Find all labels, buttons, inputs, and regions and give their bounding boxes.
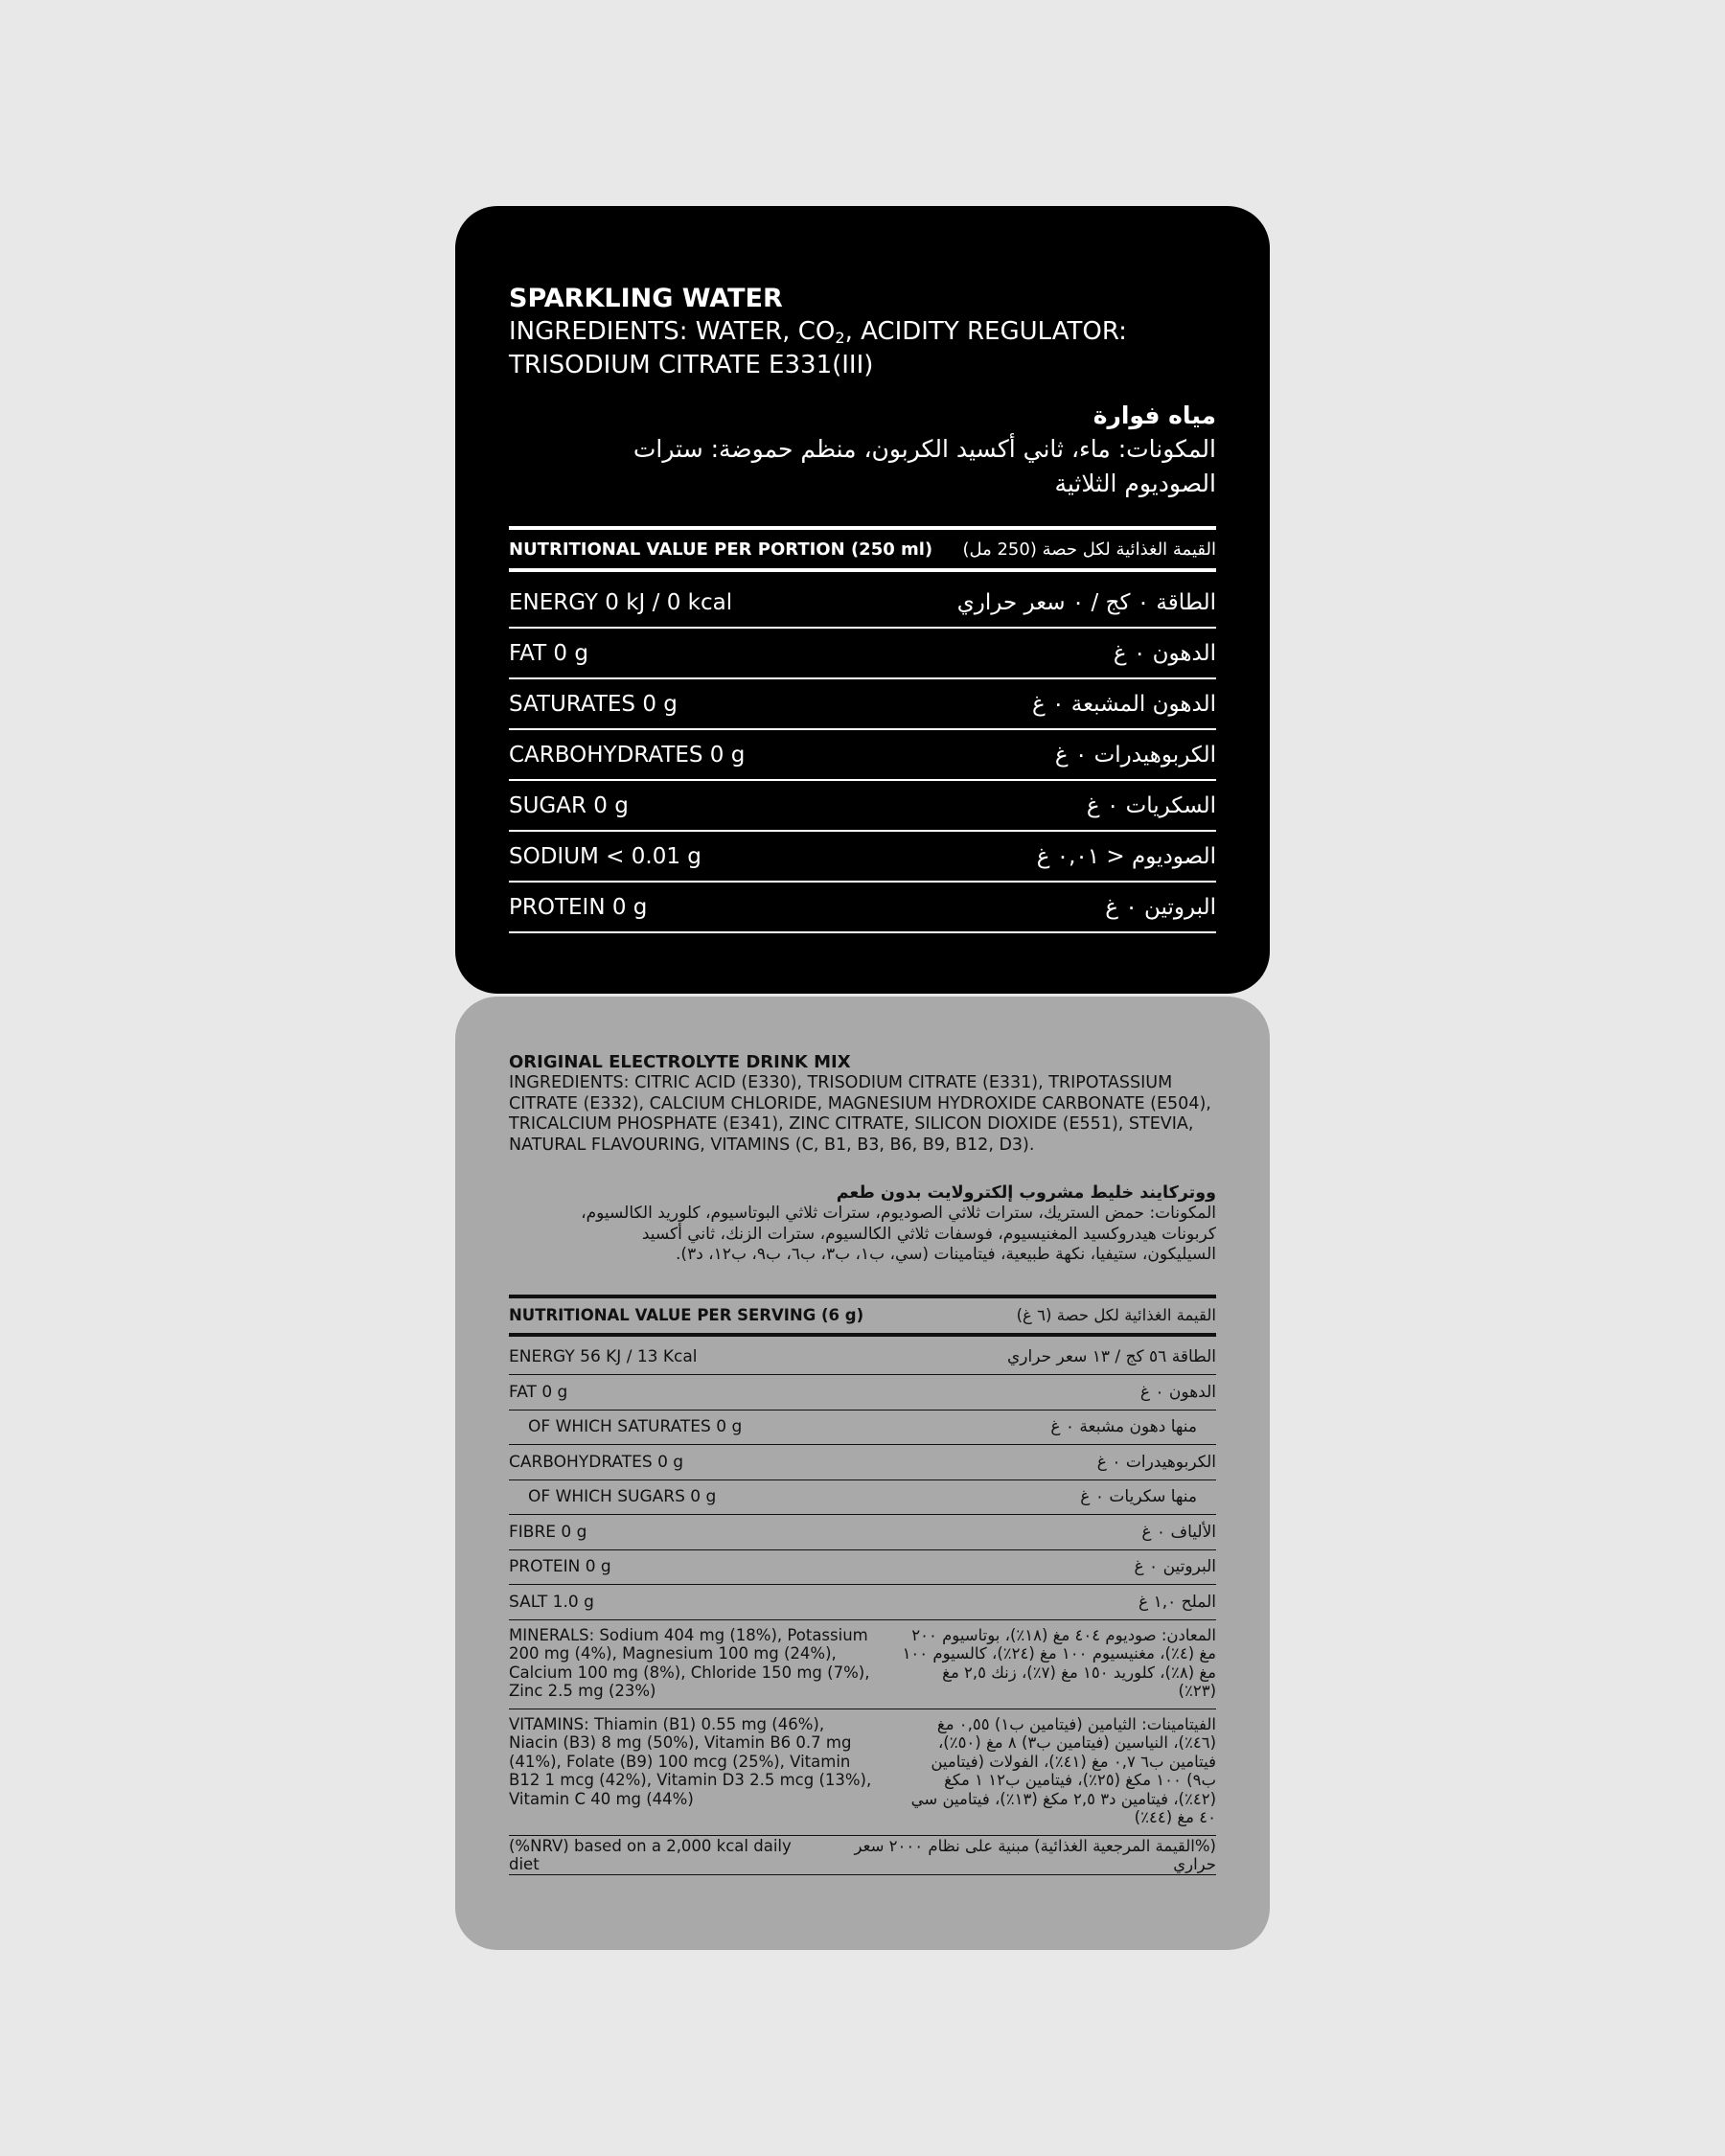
row-label-ar: الدهون ٠ غ: [1113, 640, 1216, 666]
row-label-ar: منها دهون مشبعة ٠ غ: [1050, 1417, 1197, 1437]
nrv-footnote-row: [509, 1836, 1216, 1875]
electrolyte-title-ar: ووتركايند خليط مشروب إلكترولايت بدون طعم: [836, 1183, 1216, 1203]
sparkling-water-label: [455, 206, 1270, 994]
row-label-en: ENERGY 0 kJ / 0 kcal: [509, 589, 733, 615]
row-label-ar: البروتين ٠ غ: [1134, 1557, 1216, 1577]
electrolyte-table-header: [509, 1295, 1216, 1337]
row-label-en: PROTEIN 0 g: [509, 1557, 611, 1577]
table-row: [509, 781, 1216, 832]
row-label-en: OF WHICH SATURATES 0 g: [528, 1417, 743, 1437]
row-label-en: SODIUM < 0.01 g: [509, 843, 702, 869]
row-label-en: PROTEIN 0 g: [509, 894, 648, 920]
electrolyte-nutrition-table: [509, 1295, 1216, 1875]
sparkling-table-header: [509, 526, 1216, 572]
minerals-row: [509, 1620, 1216, 1709]
table-header-en: NUTRITIONAL VALUE PER SERVING (6 g): [509, 1306, 864, 1324]
row-label-en: CARBOHYDRATES 0 g: [509, 742, 746, 768]
row-label-ar: منها سكريات ٠ غ: [1080, 1487, 1197, 1507]
sparkling-arabic-block: [509, 400, 1216, 501]
row-label-en: CARBOHYDRATES 0 g: [509, 1452, 684, 1472]
table-row: [509, 883, 1216, 933]
row-label-en: SALT 1.0 g: [509, 1592, 594, 1612]
minerals-en: MINERALS: Sodium 404 mg (18%), Potassium 200 mg (4%), Magnesium 100 mg (24%), Calcium 100 mg (8%), Chloride 150 mg (7%), Zinc 2.5 mg (23%): [509, 1625, 870, 1700]
row-label-en: FIBRE 0 g: [509, 1522, 587, 1542]
table-header-ar: القيمة الغذائية لكل حصة (٦ غ): [1016, 1306, 1216, 1324]
table-row: [509, 730, 1216, 781]
electrolyte-ingredients-en: INGREDIENTS: CITRIC ACID (E330), TRISODIUM CITRATE (E331), TRIPOTASSIUM CITRATE (E332), CALCIUM CHLORIDE, MAGNESIUM HYDROXIDE CARBONATE (E504), TRICALCIUM PHOSPHATE (E341), ZINC CITRATE, SILICON DIOXIDE (E551), STEVIA, NATURAL FLAVOURING, VITAMINS (C, B1, B3, B6, B9, B12, D3).: [509, 1073, 1211, 1155]
row-label-en: SATURATES 0 g: [509, 691, 678, 717]
row-label-ar: الكربوهيدرات ٠ غ: [1096, 1452, 1216, 1472]
table-row: [509, 1375, 1216, 1411]
row-label-ar: البروتين ٠ غ: [1105, 894, 1216, 920]
table-row: [509, 629, 1216, 679]
row-label-en: ENERGY 56 KJ / 13 Kcal: [509, 1347, 698, 1367]
electrolyte-arabic-block: [509, 1182, 1216, 1266]
row-label-en: OF WHICH SUGARS 0 g: [528, 1487, 717, 1507]
row-label-ar: الطاقة ٥٦ كج / ١٣ سعر حراري: [1007, 1347, 1216, 1367]
table-row: [509, 1341, 1216, 1376]
sparkling-nutrition-table: [509, 526, 1216, 933]
table-row: [509, 832, 1216, 883]
table-header-ar: القيمة الغذائية لكل حصة (250 مل): [962, 539, 1216, 560]
row-label-en: FAT 0 g: [509, 640, 588, 666]
minerals-ar: المعادن: صوديوم ٤٠٤ مغ (١٨٪)، بوتاسيوم ٢٠٠ مغ (٤٪)، مغنيسيوم ١٠٠ مغ (٢٤٪)، كالسيوم ١٠٠ مغ (٨٪)، كلوريد ١٥٠ مغ (٧٪)، زنك ٢,٥ مغ (٢٣٪): [902, 1625, 1216, 1700]
row-label-ar: الألياف ٠ غ: [1141, 1522, 1216, 1542]
vitamins-ar: الفيتامينات: الثيامين (فيتامين ب١) ٠,٥٥ مغ (٤٦٪)، النياسين (فيتامين ب٣) ٨ مغ (٥٠٪)، فيتامين ب٦ ٠,٧ مغ (٤١٪)، الفولات (فيتامين ب٩) ١٠٠ مكغ (٢٥٪)، فيتامين ب١٢ ١ مكغ (٤٢٪)، فيتامين د٣ ٢,٥ مكغ (١٣٪)، فيتامين سي ٤٠ مغ (٤٤٪): [910, 1714, 1216, 1826]
table-row: [509, 1445, 1216, 1480]
table-row: [509, 679, 1216, 730]
table-row: [509, 1550, 1216, 1586]
row-label-en: FAT 0 g: [509, 1382, 568, 1402]
row-label-en: SUGAR 0 g: [509, 792, 629, 818]
footnote-ar: (%القيمة المرجعية الغذائية) مبنية على نظام ٢٠٠٠ سعر حراري: [854, 1836, 1216, 1873]
row-label-ar: الدهون ٠ غ: [1139, 1382, 1216, 1402]
table-header-en: NUTRITIONAL VALUE PER PORTION (250 ml): [509, 539, 933, 560]
sparkling-title-en: SPARKLING WATER: [509, 284, 783, 313]
row-label-ar: الدهون المشبعة ٠ غ: [1032, 691, 1216, 717]
table-row: [509, 1515, 1216, 1550]
vitamins-en: VITAMINS: Thiamin (B1) 0.55 mg (46%), Niacin (B3) 8 mg (50%), Vitamin B6 0.7 mg (41%), Folate (B9) 100 mcg (25%), Vitamin B12 1 mcg (42%), Vitamin D3 2.5 mcg (13%), Vitamin C 40 mg (44%): [509, 1714, 872, 1808]
sparkling-ingredients-en: INGREDIENTS: WATER, $CO_2$, ACIDITY REGULATOR: TRISODIUM CITRATE E331(III): [509, 317, 1127, 379]
footnote-en: (%NRV) based on a 2,000 kcal daily diet: [509, 1836, 792, 1873]
table-row: [509, 1585, 1216, 1620]
row-label-ar: الكربوهيدرات ٠ غ: [1054, 742, 1216, 768]
electrolyte-title-en: ORIGINAL ELECTROLYTE DRINK MIX: [509, 1052, 851, 1072]
electrolyte-drink-label: [455, 997, 1270, 1950]
row-label-ar: السكريات ٠ غ: [1086, 792, 1216, 818]
electrolyte-ingredients-ar: المكونات: حمض الستريك، سترات ثلاثي الصوديوم، سترات ثلاثي البوتاسيوم، كلوريد الكالسيوم، كربونات هيدروكسيد المغنيسيوم، فوسفات ثلاثي الكالسيوم، سترات الزنك، ثاني أكسيد السيليكون، ستيفيا، نكهة طبيعية، فيتامينات (سي، ب١، ب٣، ب٦، ب٩، ب١٢، د٣).: [581, 1204, 1216, 1264]
table-row: [509, 1411, 1216, 1446]
table-row: [509, 578, 1216, 629]
vitamins-row: [509, 1709, 1216, 1836]
row-label-ar: الصوديوم < ٠,٠١ غ: [1036, 843, 1216, 869]
row-label-ar: الطاقة ٠ كج / ٠ سعر حراري: [956, 589, 1216, 615]
sparkling-ingredients-ar: المكونات: ماء، ثاني أكسيد الكربون، منظم حموضة: سترات الصوديوم الثلاثية: [632, 435, 1216, 497]
row-label-ar: الملح ١,٠ غ: [1138, 1592, 1216, 1612]
table-row: [509, 1480, 1216, 1516]
sparkling-title-ar: مياه فوارة: [1092, 401, 1216, 429]
